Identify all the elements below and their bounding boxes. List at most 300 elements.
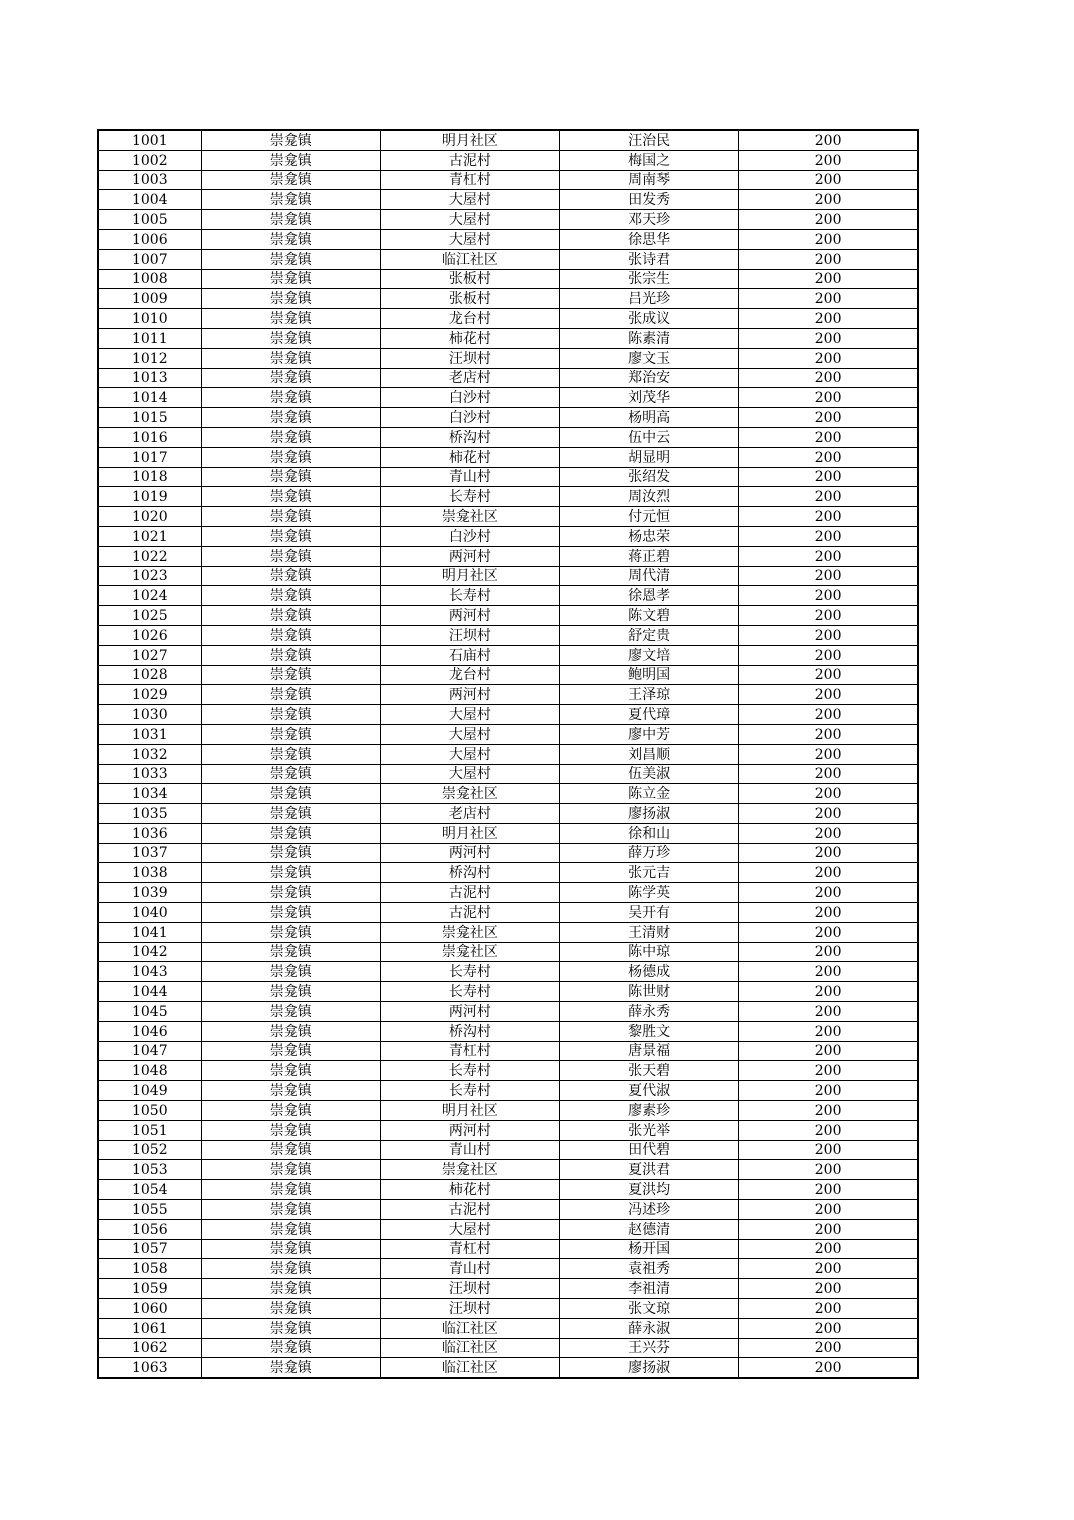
village-cell: 大屋村 [380,724,559,744]
village-cell: 崇龛社区 [380,1160,559,1180]
table-row [98,487,918,507]
town-cell: 崇龛镇 [201,507,380,527]
amount-cell: 200 [739,1140,918,1160]
name-cell: 田代碧 [560,1140,739,1160]
table-row [98,408,918,428]
name-cell: 夏洪君 [560,1160,739,1180]
town-cell: 崇龛镇 [201,328,380,348]
table-row [98,1219,918,1239]
village-cell: 白沙村 [380,388,559,408]
village-cell: 龙台村 [380,309,559,329]
amount-cell: 200 [739,249,918,269]
name-cell: 陈文碧 [560,606,739,626]
name-cell: 薛永淑 [560,1318,739,1338]
amount-cell: 200 [739,1318,918,1338]
name-cell: 陈中琼 [560,942,739,962]
name-cell: 袁祖秀 [560,1259,739,1279]
name-cell: 刘昌顺 [560,744,739,764]
amount-cell: 200 [739,328,918,348]
town-cell: 崇龛镇 [201,170,380,190]
row-number-cell: 1030 [98,705,201,725]
row-number-cell: 1039 [98,883,201,903]
town-cell: 崇龛镇 [201,229,380,249]
table-row [98,883,918,903]
name-cell: 陈世财 [560,982,739,1002]
amount-cell: 200 [739,625,918,645]
row-number-cell: 1054 [98,1180,201,1200]
amount-cell: 200 [739,724,918,744]
table-row [98,903,918,923]
village-cell: 临江社区 [380,249,559,269]
village-cell: 崇龛社区 [380,507,559,527]
name-cell: 黎胜文 [560,1021,739,1041]
amount-cell: 200 [739,962,918,982]
table-row [98,1318,918,1338]
amount-cell: 200 [739,982,918,1002]
amount-cell: 200 [739,1021,918,1041]
table-row [98,586,918,606]
town-cell: 崇龛镇 [201,764,380,784]
name-cell: 薛永秀 [560,1002,739,1022]
village-cell: 临江社区 [380,1338,559,1358]
name-cell: 胡显明 [560,447,739,467]
table-row [98,665,918,685]
town-cell: 崇龛镇 [201,1358,380,1378]
table-body [98,130,918,1378]
village-cell: 青杠村 [380,1239,559,1259]
table-row [98,526,918,546]
village-cell: 桥沟村 [380,863,559,883]
amount-cell: 200 [739,447,918,467]
town-cell: 崇龛镇 [201,1219,380,1239]
amount-cell: 200 [739,269,918,289]
name-cell: 蒋正碧 [560,546,739,566]
name-cell: 吴开有 [560,903,739,923]
table-row [98,229,918,249]
town-cell: 崇龛镇 [201,1081,380,1101]
town-cell: 崇龛镇 [201,487,380,507]
amount-cell: 200 [739,1081,918,1101]
row-number-cell: 1022 [98,546,201,566]
town-cell: 崇龛镇 [201,1120,380,1140]
village-cell: 大屋村 [380,764,559,784]
town-cell: 崇龛镇 [201,427,380,447]
row-number-cell: 1019 [98,487,201,507]
amount-cell: 200 [739,150,918,170]
amount-cell: 200 [739,606,918,626]
name-cell: 徐思华 [560,229,739,249]
row-number-cell: 1062 [98,1338,201,1358]
town-cell: 崇龛镇 [201,210,380,230]
name-cell: 周汝烈 [560,487,739,507]
row-number-cell: 1025 [98,606,201,626]
name-cell: 李祖清 [560,1279,739,1299]
name-cell: 冯述珍 [560,1200,739,1220]
row-number-cell: 1029 [98,685,201,705]
table-row [98,1021,918,1041]
town-cell: 崇龛镇 [201,368,380,388]
row-number-cell: 1018 [98,467,201,487]
amount-cell: 200 [739,645,918,665]
table-row [98,804,918,824]
amount-cell: 200 [739,705,918,725]
table-row [98,368,918,388]
amount-cell: 200 [739,665,918,685]
village-cell: 两河村 [380,1002,559,1022]
town-cell: 崇龛镇 [201,863,380,883]
amount-cell: 200 [739,1101,918,1121]
table-row [98,705,918,725]
name-cell: 吕光珍 [560,289,739,309]
village-cell: 两河村 [380,685,559,705]
name-cell: 夏代淑 [560,1081,739,1101]
name-cell: 张绍发 [560,467,739,487]
village-cell: 两河村 [380,1120,559,1140]
table-row [98,685,918,705]
amount-cell: 200 [739,1120,918,1140]
village-cell: 桥沟村 [380,427,559,447]
name-cell: 廖扬淑 [560,804,739,824]
village-cell: 老店村 [380,368,559,388]
town-cell: 崇龛镇 [201,388,380,408]
name-cell: 廖中芳 [560,724,739,744]
table-row [98,130,918,150]
amount-cell: 200 [739,586,918,606]
amount-cell: 200 [739,546,918,566]
village-cell: 汪坝村 [380,348,559,368]
town-cell: 崇龛镇 [201,625,380,645]
name-cell: 张宗生 [560,269,739,289]
row-number-cell: 1063 [98,1358,201,1378]
name-cell: 郑治安 [560,368,739,388]
row-number-cell: 1059 [98,1279,201,1299]
table-row [98,1200,918,1220]
table-row [98,1299,918,1319]
table-row [98,784,918,804]
name-cell: 廖文玉 [560,348,739,368]
table-row [98,1259,918,1279]
amount-cell: 200 [739,388,918,408]
table-row [98,190,918,210]
name-cell: 廖素珍 [560,1101,739,1121]
name-cell: 夏代璋 [560,705,739,725]
amount-cell: 200 [739,883,918,903]
amount-cell: 200 [739,1299,918,1319]
town-cell: 崇龛镇 [201,190,380,210]
row-number-cell: 1015 [98,408,201,428]
table-row [98,1081,918,1101]
row-number-cell: 1047 [98,1041,201,1061]
name-cell: 徐和山 [560,823,739,843]
row-number-cell: 1023 [98,566,201,586]
town-cell: 崇龛镇 [201,942,380,962]
name-cell: 张文琼 [560,1299,739,1319]
village-cell: 长寿村 [380,1081,559,1101]
village-cell: 大屋村 [380,210,559,230]
row-number-cell: 1041 [98,922,201,942]
village-cell: 青杠村 [380,170,559,190]
amount-cell: 200 [739,823,918,843]
village-cell: 张板村 [380,269,559,289]
table-row [98,447,918,467]
village-cell: 汪坝村 [380,1279,559,1299]
amount-cell: 200 [739,289,918,309]
name-cell: 张光举 [560,1120,739,1140]
village-cell: 两河村 [380,546,559,566]
amount-cell: 200 [739,942,918,962]
row-number-cell: 1033 [98,764,201,784]
town-cell: 崇龛镇 [201,1061,380,1081]
row-number-cell: 1040 [98,903,201,923]
amount-cell: 200 [739,408,918,428]
row-number-cell: 1024 [98,586,201,606]
town-cell: 崇龛镇 [201,1021,380,1041]
village-cell: 两河村 [380,843,559,863]
table-row [98,724,918,744]
town-cell: 崇龛镇 [201,348,380,368]
table-row [98,922,918,942]
village-cell: 古泥村 [380,883,559,903]
table-row [98,289,918,309]
name-cell: 张元吉 [560,863,739,883]
row-number-cell: 1052 [98,1140,201,1160]
amount-cell: 200 [739,922,918,942]
amount-cell: 200 [739,1338,918,1358]
amount-cell: 200 [739,368,918,388]
row-number-cell: 1053 [98,1160,201,1180]
row-number-cell: 1028 [98,665,201,685]
town-cell: 崇龛镇 [201,804,380,824]
town-cell: 崇龛镇 [201,447,380,467]
amount-cell: 200 [739,744,918,764]
table-row [98,210,918,230]
name-cell: 廖文培 [560,645,739,665]
town-cell: 崇龛镇 [201,883,380,903]
table-row [98,546,918,566]
row-number-cell: 1005 [98,210,201,230]
name-cell: 周南琴 [560,170,739,190]
town-cell: 崇龛镇 [201,784,380,804]
row-number-cell: 1048 [98,1061,201,1081]
row-number-cell: 1042 [98,942,201,962]
town-cell: 崇龛镇 [201,526,380,546]
name-cell: 杨开国 [560,1239,739,1259]
row-number-cell: 1046 [98,1021,201,1041]
amount-cell: 200 [739,1259,918,1279]
town-cell: 崇龛镇 [201,289,380,309]
table-row [98,1061,918,1081]
village-cell: 崇龛社区 [380,922,559,942]
name-cell: 陈学英 [560,883,739,903]
row-number-cell: 1043 [98,962,201,982]
row-number-cell: 1017 [98,447,201,467]
village-cell: 青山村 [380,467,559,487]
amount-cell: 200 [739,467,918,487]
village-cell: 古泥村 [380,1200,559,1220]
row-number-cell: 1003 [98,170,201,190]
row-number-cell: 1045 [98,1002,201,1022]
amount-cell: 200 [739,427,918,447]
table-row [98,388,918,408]
amount-cell: 200 [739,170,918,190]
row-number-cell: 1051 [98,1120,201,1140]
town-cell: 崇龛镇 [201,1279,380,1299]
name-cell: 汪治民 [560,130,739,150]
town-cell: 崇龛镇 [201,1041,380,1061]
town-cell: 崇龛镇 [201,467,380,487]
name-cell: 陈素清 [560,328,739,348]
row-number-cell: 1008 [98,269,201,289]
table-row [98,942,918,962]
table-row [98,606,918,626]
town-cell: 崇龛镇 [201,685,380,705]
table-row [98,1358,918,1378]
village-cell: 老店村 [380,804,559,824]
row-number-cell: 1002 [98,150,201,170]
village-cell: 临江社区 [380,1358,559,1378]
table-row [98,823,918,843]
table-row [98,269,918,289]
village-cell: 柿花村 [380,447,559,467]
town-cell: 崇龛镇 [201,566,380,586]
table-row [98,1279,918,1299]
name-cell: 王泽琼 [560,685,739,705]
amount-cell: 200 [739,804,918,824]
row-number-cell: 1006 [98,229,201,249]
amount-cell: 200 [739,1279,918,1299]
village-cell: 汪坝村 [380,625,559,645]
town-cell: 崇龛镇 [201,586,380,606]
row-number-cell: 1034 [98,784,201,804]
amount-cell: 200 [739,1002,918,1022]
table-row [98,1160,918,1180]
village-cell: 长寿村 [380,982,559,1002]
town-cell: 崇龛镇 [201,724,380,744]
amount-cell: 200 [739,566,918,586]
row-number-cell: 1031 [98,724,201,744]
town-cell: 崇龛镇 [201,1002,380,1022]
town-cell: 崇龛镇 [201,903,380,923]
row-number-cell: 1013 [98,368,201,388]
row-number-cell: 1055 [98,1200,201,1220]
table-row [98,507,918,527]
amount-cell: 200 [739,130,918,150]
table-row [98,170,918,190]
village-cell: 两河村 [380,606,559,626]
row-number-cell: 1037 [98,843,201,863]
town-cell: 崇龛镇 [201,1200,380,1220]
amount-cell: 200 [739,1061,918,1081]
amount-cell: 200 [739,190,918,210]
table-row [98,249,918,269]
table-row [98,625,918,645]
name-cell: 王清财 [560,922,739,942]
town-cell: 崇龛镇 [201,150,380,170]
town-cell: 崇龛镇 [201,843,380,863]
table-row [98,1002,918,1022]
village-cell: 长寿村 [380,487,559,507]
amount-cell: 200 [739,764,918,784]
row-number-cell: 1050 [98,1101,201,1121]
row-number-cell: 1010 [98,309,201,329]
name-cell: 张天碧 [560,1061,739,1081]
table-row [98,744,918,764]
town-cell: 崇龛镇 [201,982,380,1002]
name-cell: 舒定贵 [560,625,739,645]
row-number-cell: 1020 [98,507,201,527]
name-cell: 梅国之 [560,150,739,170]
village-cell: 古泥村 [380,150,559,170]
village-cell: 白沙村 [380,408,559,428]
village-cell: 明月社区 [380,1101,559,1121]
amount-cell: 200 [739,229,918,249]
row-number-cell: 1021 [98,526,201,546]
town-cell: 崇龛镇 [201,1239,380,1259]
village-cell: 石庙村 [380,645,559,665]
table-row [98,1180,918,1200]
table-row [98,645,918,665]
table-row [98,1101,918,1121]
name-cell: 张诗君 [560,249,739,269]
name-cell: 赵德清 [560,1219,739,1239]
name-cell: 伍美淑 [560,764,739,784]
row-number-cell: 1007 [98,249,201,269]
town-cell: 崇龛镇 [201,1259,380,1279]
name-cell: 周代清 [560,566,739,586]
village-cell: 大屋村 [380,744,559,764]
village-cell: 大屋村 [380,190,559,210]
name-cell: 伍中云 [560,427,739,447]
table-row [98,427,918,447]
table-row [98,467,918,487]
village-cell: 柿花村 [380,328,559,348]
village-cell: 张板村 [380,289,559,309]
village-cell: 长寿村 [380,962,559,982]
row-number-cell: 1060 [98,1299,201,1319]
town-cell: 崇龛镇 [201,744,380,764]
row-number-cell: 1058 [98,1259,201,1279]
town-cell: 崇龛镇 [201,1101,380,1121]
village-cell: 汪坝村 [380,1299,559,1319]
town-cell: 崇龛镇 [201,269,380,289]
row-number-cell: 1014 [98,388,201,408]
row-number-cell: 1056 [98,1219,201,1239]
amount-cell: 200 [739,1219,918,1239]
table-row [98,348,918,368]
row-number-cell: 1032 [98,744,201,764]
town-cell: 崇龛镇 [201,130,380,150]
amount-cell: 200 [739,1160,918,1180]
row-number-cell: 1016 [98,427,201,447]
row-number-cell: 1036 [98,823,201,843]
amount-cell: 200 [739,1041,918,1061]
table-row [98,1239,918,1259]
table-row [98,1338,918,1358]
amount-cell: 200 [739,1180,918,1200]
amount-cell: 200 [739,1200,918,1220]
table-row [98,1140,918,1160]
amount-cell: 200 [739,487,918,507]
amount-cell: 200 [739,507,918,527]
table-row [98,863,918,883]
name-cell: 薛万珍 [560,843,739,863]
table-row [98,566,918,586]
town-cell: 崇龛镇 [201,1160,380,1180]
village-cell: 长寿村 [380,1061,559,1081]
town-cell: 崇龛镇 [201,546,380,566]
name-cell: 唐景福 [560,1041,739,1061]
table-row [98,962,918,982]
